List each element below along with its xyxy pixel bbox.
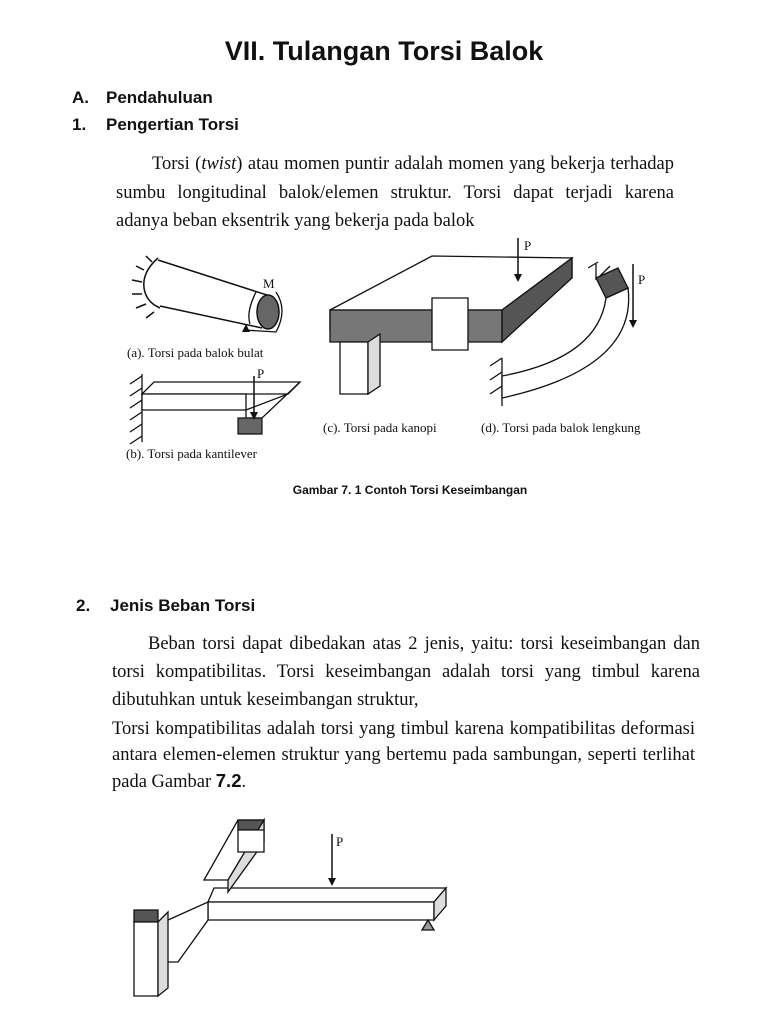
figure-label-b: (b). Torsi pada kantilever bbox=[126, 446, 257, 461]
load-symbol-b: P bbox=[257, 366, 265, 381]
para-text: Torsi kompatibilitas adalah torsi yang timbul karena kompatibilitas deformasi antara elemen-elemen struktur yang bertemu pada sambungan, seperti terlihat pada Gambar bbox=[112, 719, 695, 792]
paragraph-types bbox=[112, 630, 700, 714]
heading-number: 2. bbox=[76, 596, 91, 615]
load-symbol-fig2: P bbox=[336, 834, 344, 849]
para-text: ) atau momen puntir adalah momen yang bekerja terhadap sumbu longitudinal balok/elemen struktur. Torsi dapat terjadi karena adanya beban eksentrik yang bekerja pada balok bbox=[116, 154, 675, 231]
figure-reference: 7.2 bbox=[215, 770, 242, 791]
figure-compatibility-frame bbox=[128, 812, 468, 1012]
para-text: Beban torsi dapat dibedakan atas 2 jenis, yaitu: torsi keseimbangan dan torsi kompatibilitas. Torsi keseimbangan adalah torsi yang timbul karena dibutuhkan untuk keseimbangan struktur, bbox=[112, 634, 700, 710]
heading-jenis-beban-torsi bbox=[76, 596, 255, 616]
heading-number: 1. bbox=[72, 115, 87, 134]
heading-letter: A. bbox=[72, 88, 89, 107]
heading-label: Pengertian Torsi bbox=[106, 115, 239, 134]
figure-label-a: (a). Torsi pada balok bulat bbox=[127, 345, 264, 360]
figure-caption: Gambar 7. 1 Contoh Torsi Keseimbangan bbox=[292, 483, 528, 497]
figure-curved-beam bbox=[488, 258, 648, 408]
heading-pendahuluan bbox=[72, 88, 213, 108]
figure-label-c: (c). Torsi pada kanopi bbox=[323, 420, 437, 435]
figure-label-d: (d). Torsi pada balok lengkung bbox=[481, 420, 641, 435]
para-italic: twist bbox=[201, 154, 237, 174]
figure-round-beam bbox=[126, 252, 296, 342]
page-title: VII. Tulangan Torsi Balok bbox=[224, 36, 544, 66]
heading-label: Pendahuluan bbox=[106, 88, 213, 107]
paragraph-compatibility bbox=[112, 716, 695, 795]
load-symbol-d: P bbox=[638, 272, 646, 287]
load-symbol-c: P bbox=[524, 238, 532, 253]
para-text: . bbox=[241, 772, 247, 792]
figure-cantilever bbox=[128, 370, 308, 445]
para-text: Torsi ( bbox=[152, 154, 202, 174]
paragraph-definition bbox=[116, 150, 674, 236]
moment-symbol: M bbox=[263, 276, 275, 291]
heading-pengertian-torsi bbox=[72, 115, 239, 135]
heading-label: Jenis Beban Torsi bbox=[110, 596, 256, 615]
